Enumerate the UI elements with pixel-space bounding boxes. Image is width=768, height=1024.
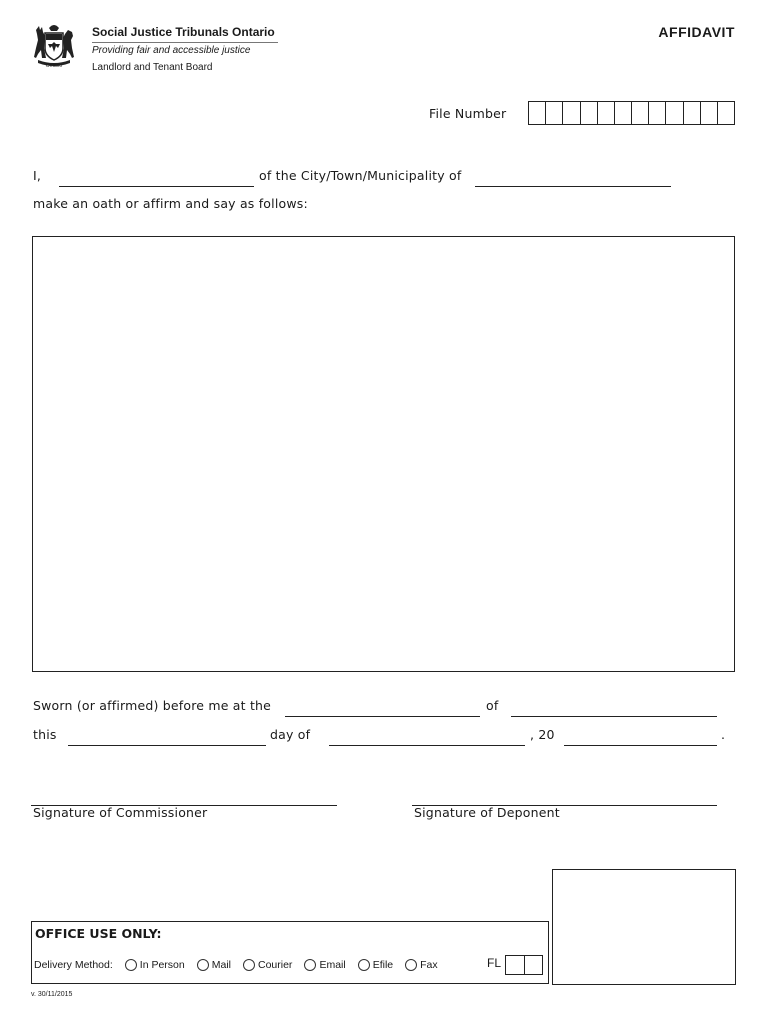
fl-char-box[interactable] xyxy=(525,956,543,974)
board-name: Landlord and Tenant Board xyxy=(92,62,213,73)
delivery-option-in-person[interactable] xyxy=(125,959,185,971)
deponent-signature-label: Signature of Deponent xyxy=(414,805,560,820)
file-number-char-box[interactable] xyxy=(546,102,563,124)
organization-tagline: Providing fair and accessible justice xyxy=(92,45,251,56)
deponent-name-field[interactable] xyxy=(59,186,254,187)
sworn-day-field[interactable] xyxy=(68,745,266,746)
delivery-option-label: Fax xyxy=(420,959,438,971)
logo-caption: Ontario xyxy=(45,63,63,69)
radio-circle-icon[interactable] xyxy=(125,959,137,971)
oath-statement: make an oath or affirm and say as follows: xyxy=(33,196,308,211)
delivery-option-label: Mail xyxy=(211,959,231,971)
delivery-option-email[interactable] xyxy=(304,959,345,971)
delivery-option-label: In Person xyxy=(139,959,185,971)
radio-circle-icon[interactable] xyxy=(304,959,316,971)
fl-input[interactable] xyxy=(505,955,543,975)
municipality-label: of the City/Town/Municipality of xyxy=(259,168,462,183)
file-number-char-box[interactable] xyxy=(684,102,701,124)
delivery-option-fax[interactable] xyxy=(405,959,438,971)
file-number-char-box[interactable] xyxy=(598,102,615,124)
delivery-option-label: Courier xyxy=(258,959,293,971)
file-number-char-box[interactable] xyxy=(581,102,598,124)
header-divider xyxy=(92,42,278,43)
delivery-method-label: Delivery Method: xyxy=(34,959,113,971)
file-number-char-box[interactable] xyxy=(666,102,683,124)
radio-circle-icon[interactable] xyxy=(405,959,417,971)
organization-name: Social Justice Tribunals Ontario xyxy=(92,25,275,39)
commissioner-signature-label: Signature of Commissioner xyxy=(33,805,208,820)
affidavit-statement-textarea[interactable] xyxy=(32,236,735,672)
sworn-location-field[interactable] xyxy=(285,716,480,717)
file-number-char-box[interactable] xyxy=(615,102,632,124)
fl-label: FL xyxy=(487,956,502,970)
radio-circle-icon[interactable] xyxy=(358,959,370,971)
sworn-year-field[interactable] xyxy=(564,745,717,746)
sentence-period: . xyxy=(721,727,726,742)
delivery-option-label: Email xyxy=(319,959,346,971)
radio-circle-icon[interactable] xyxy=(197,959,209,971)
delivery-option-courier[interactable] xyxy=(243,959,292,971)
file-number-char-box[interactable] xyxy=(563,102,580,124)
sworn-month-field[interactable] xyxy=(329,745,525,746)
delivery-option-mail[interactable] xyxy=(197,959,231,971)
radio-circle-icon[interactable] xyxy=(243,959,255,971)
municipality-field[interactable] xyxy=(475,186,671,187)
commissioner-stamp-box xyxy=(552,869,736,985)
sworn-municipality-field[interactable] xyxy=(511,716,717,717)
delivery-method-row xyxy=(34,957,450,973)
file-number-char-box[interactable] xyxy=(649,102,666,124)
file-number-char-box[interactable] xyxy=(632,102,649,124)
deponent-intro: I, xyxy=(33,168,42,183)
office-use-title: OFFICE USE ONLY: xyxy=(35,926,162,941)
delivery-option-label: Efile xyxy=(372,959,394,971)
fl-char-box[interactable] xyxy=(506,956,525,974)
file-number-char-box[interactable] xyxy=(718,102,734,124)
file-number-label: File Number xyxy=(429,106,507,121)
sworn-label: Sworn (or affirmed) before me at the xyxy=(33,698,272,713)
file-number-char-box[interactable] xyxy=(529,102,546,124)
sworn-of-label: of xyxy=(486,698,499,713)
form-title: AFFIDAVIT xyxy=(658,24,735,40)
file-number-char-box[interactable] xyxy=(701,102,718,124)
this-label: this xyxy=(33,727,57,742)
file-number-input[interactable] xyxy=(528,101,735,125)
form-version: v. 30/11/2015 xyxy=(31,991,73,998)
year-prefix-label: , 20 xyxy=(530,727,555,742)
day-of-label: day of xyxy=(270,727,311,742)
delivery-option-efile[interactable] xyxy=(358,959,393,971)
